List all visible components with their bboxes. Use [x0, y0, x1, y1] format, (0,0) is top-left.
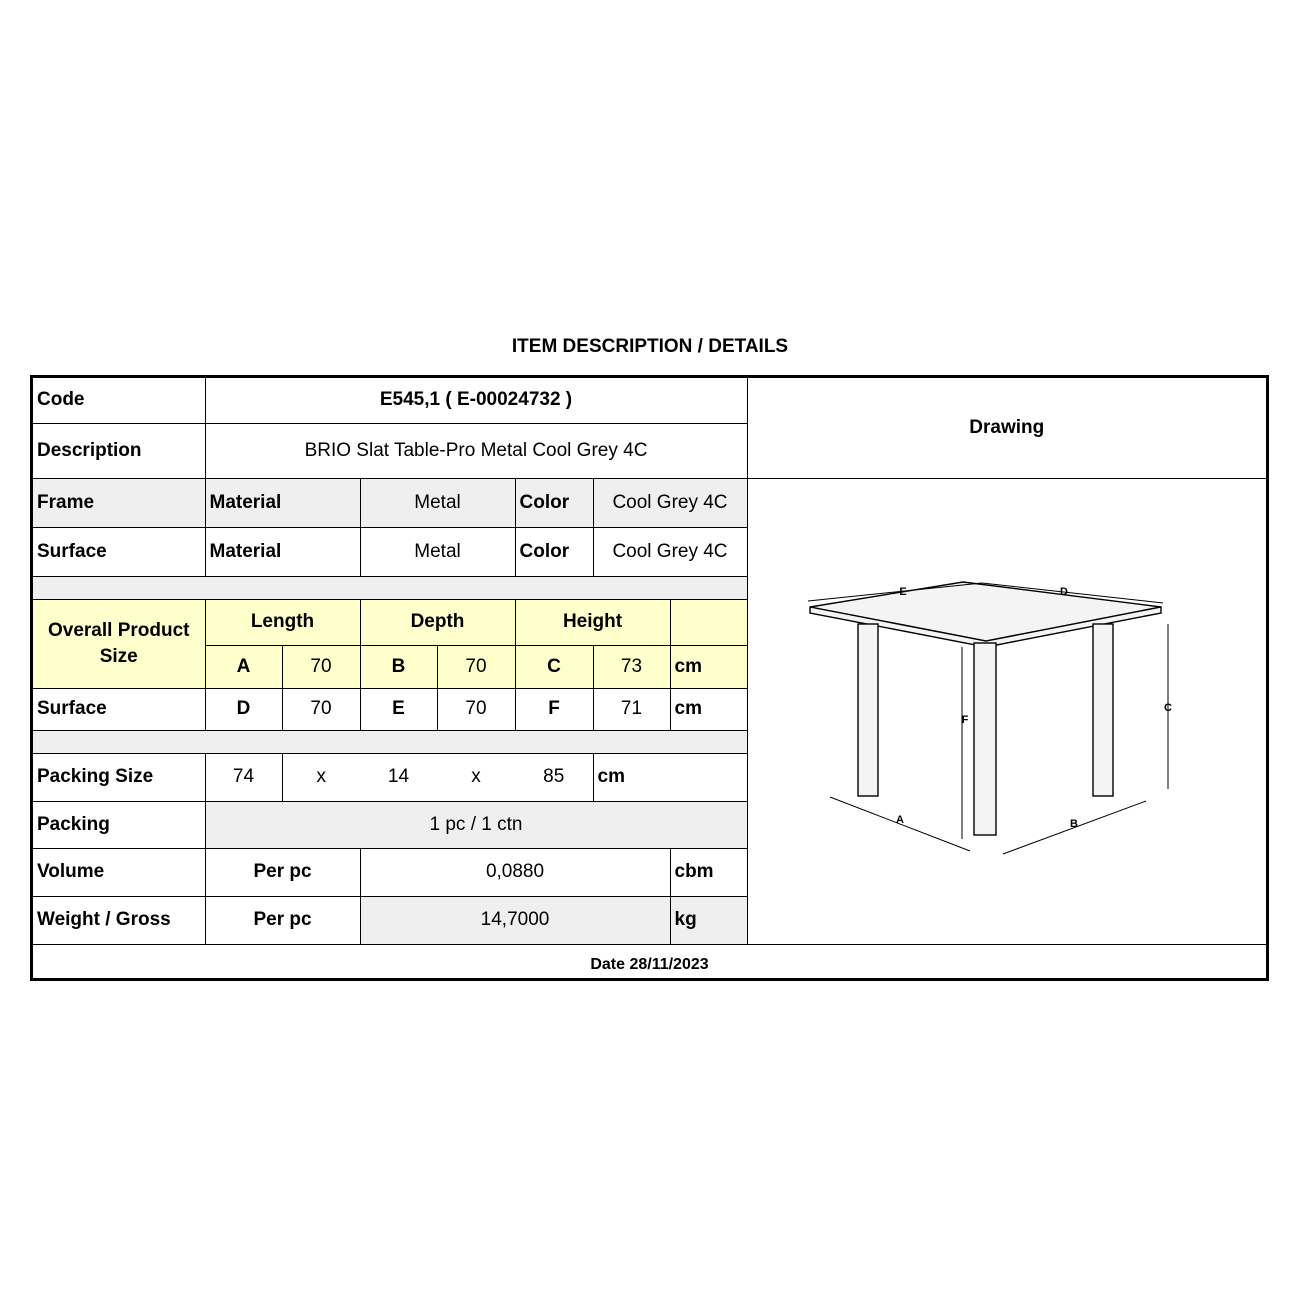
code-row — [33, 378, 1266, 423]
surface-color-label: Color — [515, 527, 593, 576]
drawing-header: Drawing — [747, 378, 1266, 478]
dim-b-value: 70 — [437, 645, 515, 688]
sheet-title: ITEM DESCRIPTION / DETAILS — [511, 336, 789, 357]
frame-color-value: Cool Grey 4C — [593, 478, 747, 527]
packing-size-label: Packing Size — [33, 753, 205, 801]
table-leg-front — [974, 643, 996, 835]
surface-size-label: Surface — [33, 688, 205, 730]
packing-value: 1 pc / 1 ctn — [205, 801, 747, 848]
depth-header: Depth — [360, 599, 515, 645]
weight-label: Weight / Gross — [33, 896, 205, 944]
volume-unit: cbm — [670, 848, 747, 896]
code-label: Code — [33, 378, 205, 423]
dim-e-label: E — [360, 688, 437, 730]
separator — [33, 576, 747, 599]
overall-size-unit: cm — [670, 645, 747, 688]
packing-width: 74 — [205, 753, 282, 801]
dim-c-value: 73 — [593, 645, 670, 688]
description-label: Description — [33, 423, 205, 478]
dim-f-label: F — [515, 688, 593, 730]
dim-a-value: 70 — [282, 645, 360, 688]
date-footer: Date 28/11/2023 — [33, 944, 1266, 985]
drawing-label-e: E — [898, 585, 907, 598]
table-leg-back-right — [1093, 624, 1113, 796]
dim-a-label: A — [205, 645, 282, 688]
surface-color-value: Cool Grey 4C — [593, 527, 747, 576]
weight-per: Per pc — [205, 896, 360, 944]
drawing-label-a: A — [895, 813, 904, 826]
frame-row — [33, 478, 1266, 527]
overall-size-label: Overall Product Size — [33, 599, 205, 688]
drawing-label-b: B — [1069, 817, 1078, 830]
length-header: Length — [205, 599, 360, 645]
dim-c-label: C — [515, 645, 593, 688]
packing-size-unit: cm — [593, 753, 747, 801]
frame-material-label: Material — [205, 478, 360, 527]
dim-b-label: B — [360, 645, 437, 688]
dim-e-value: 70 — [437, 688, 515, 730]
description-value: BRIO Slat Table-Pro Metal Cool Grey 4C — [205, 423, 747, 478]
dim-d-value: 70 — [282, 688, 360, 730]
packing-label: Packing — [33, 801, 205, 848]
dim-d-label: D — [205, 688, 282, 730]
drawing-label-f: F — [961, 713, 968, 726]
separator — [33, 730, 747, 753]
table-drawing — [748, 479, 1267, 938]
footer-row — [33, 944, 1266, 985]
code-value: E545,1 ( E-00024732 ) — [205, 378, 747, 423]
surface-label: Surface — [33, 527, 205, 576]
packing-height: 85 — [515, 753, 593, 801]
spec-sheet — [30, 375, 1269, 981]
spec-table — [33, 378, 1266, 985]
weight-value: 14,7000 — [360, 896, 670, 944]
unit-header — [670, 599, 747, 645]
packing-x-1: x — [282, 753, 360, 801]
frame-material-value: Metal — [360, 478, 515, 527]
packing-x-2: x — [437, 753, 515, 801]
surface-material-label: Material — [205, 527, 360, 576]
dim-f-value: 71 — [593, 688, 670, 730]
frame-color-label: Color — [515, 478, 593, 527]
surface-size-unit: cm — [670, 688, 747, 730]
volume-per: Per pc — [205, 848, 360, 896]
surface-material-value: Metal — [360, 527, 515, 576]
drawing-label-d: D — [1059, 585, 1068, 598]
height-header: Height — [515, 599, 670, 645]
frame-label: Frame — [33, 478, 205, 527]
volume-value: 0,0880 — [360, 848, 670, 896]
table-leg-back-left — [858, 624, 878, 796]
drawing-label-c: C — [1163, 701, 1172, 714]
weight-unit: kg — [670, 896, 747, 944]
volume-label: Volume — [33, 848, 205, 896]
packing-depth: 14 — [360, 753, 437, 801]
drawing-cell — [747, 478, 1266, 944]
